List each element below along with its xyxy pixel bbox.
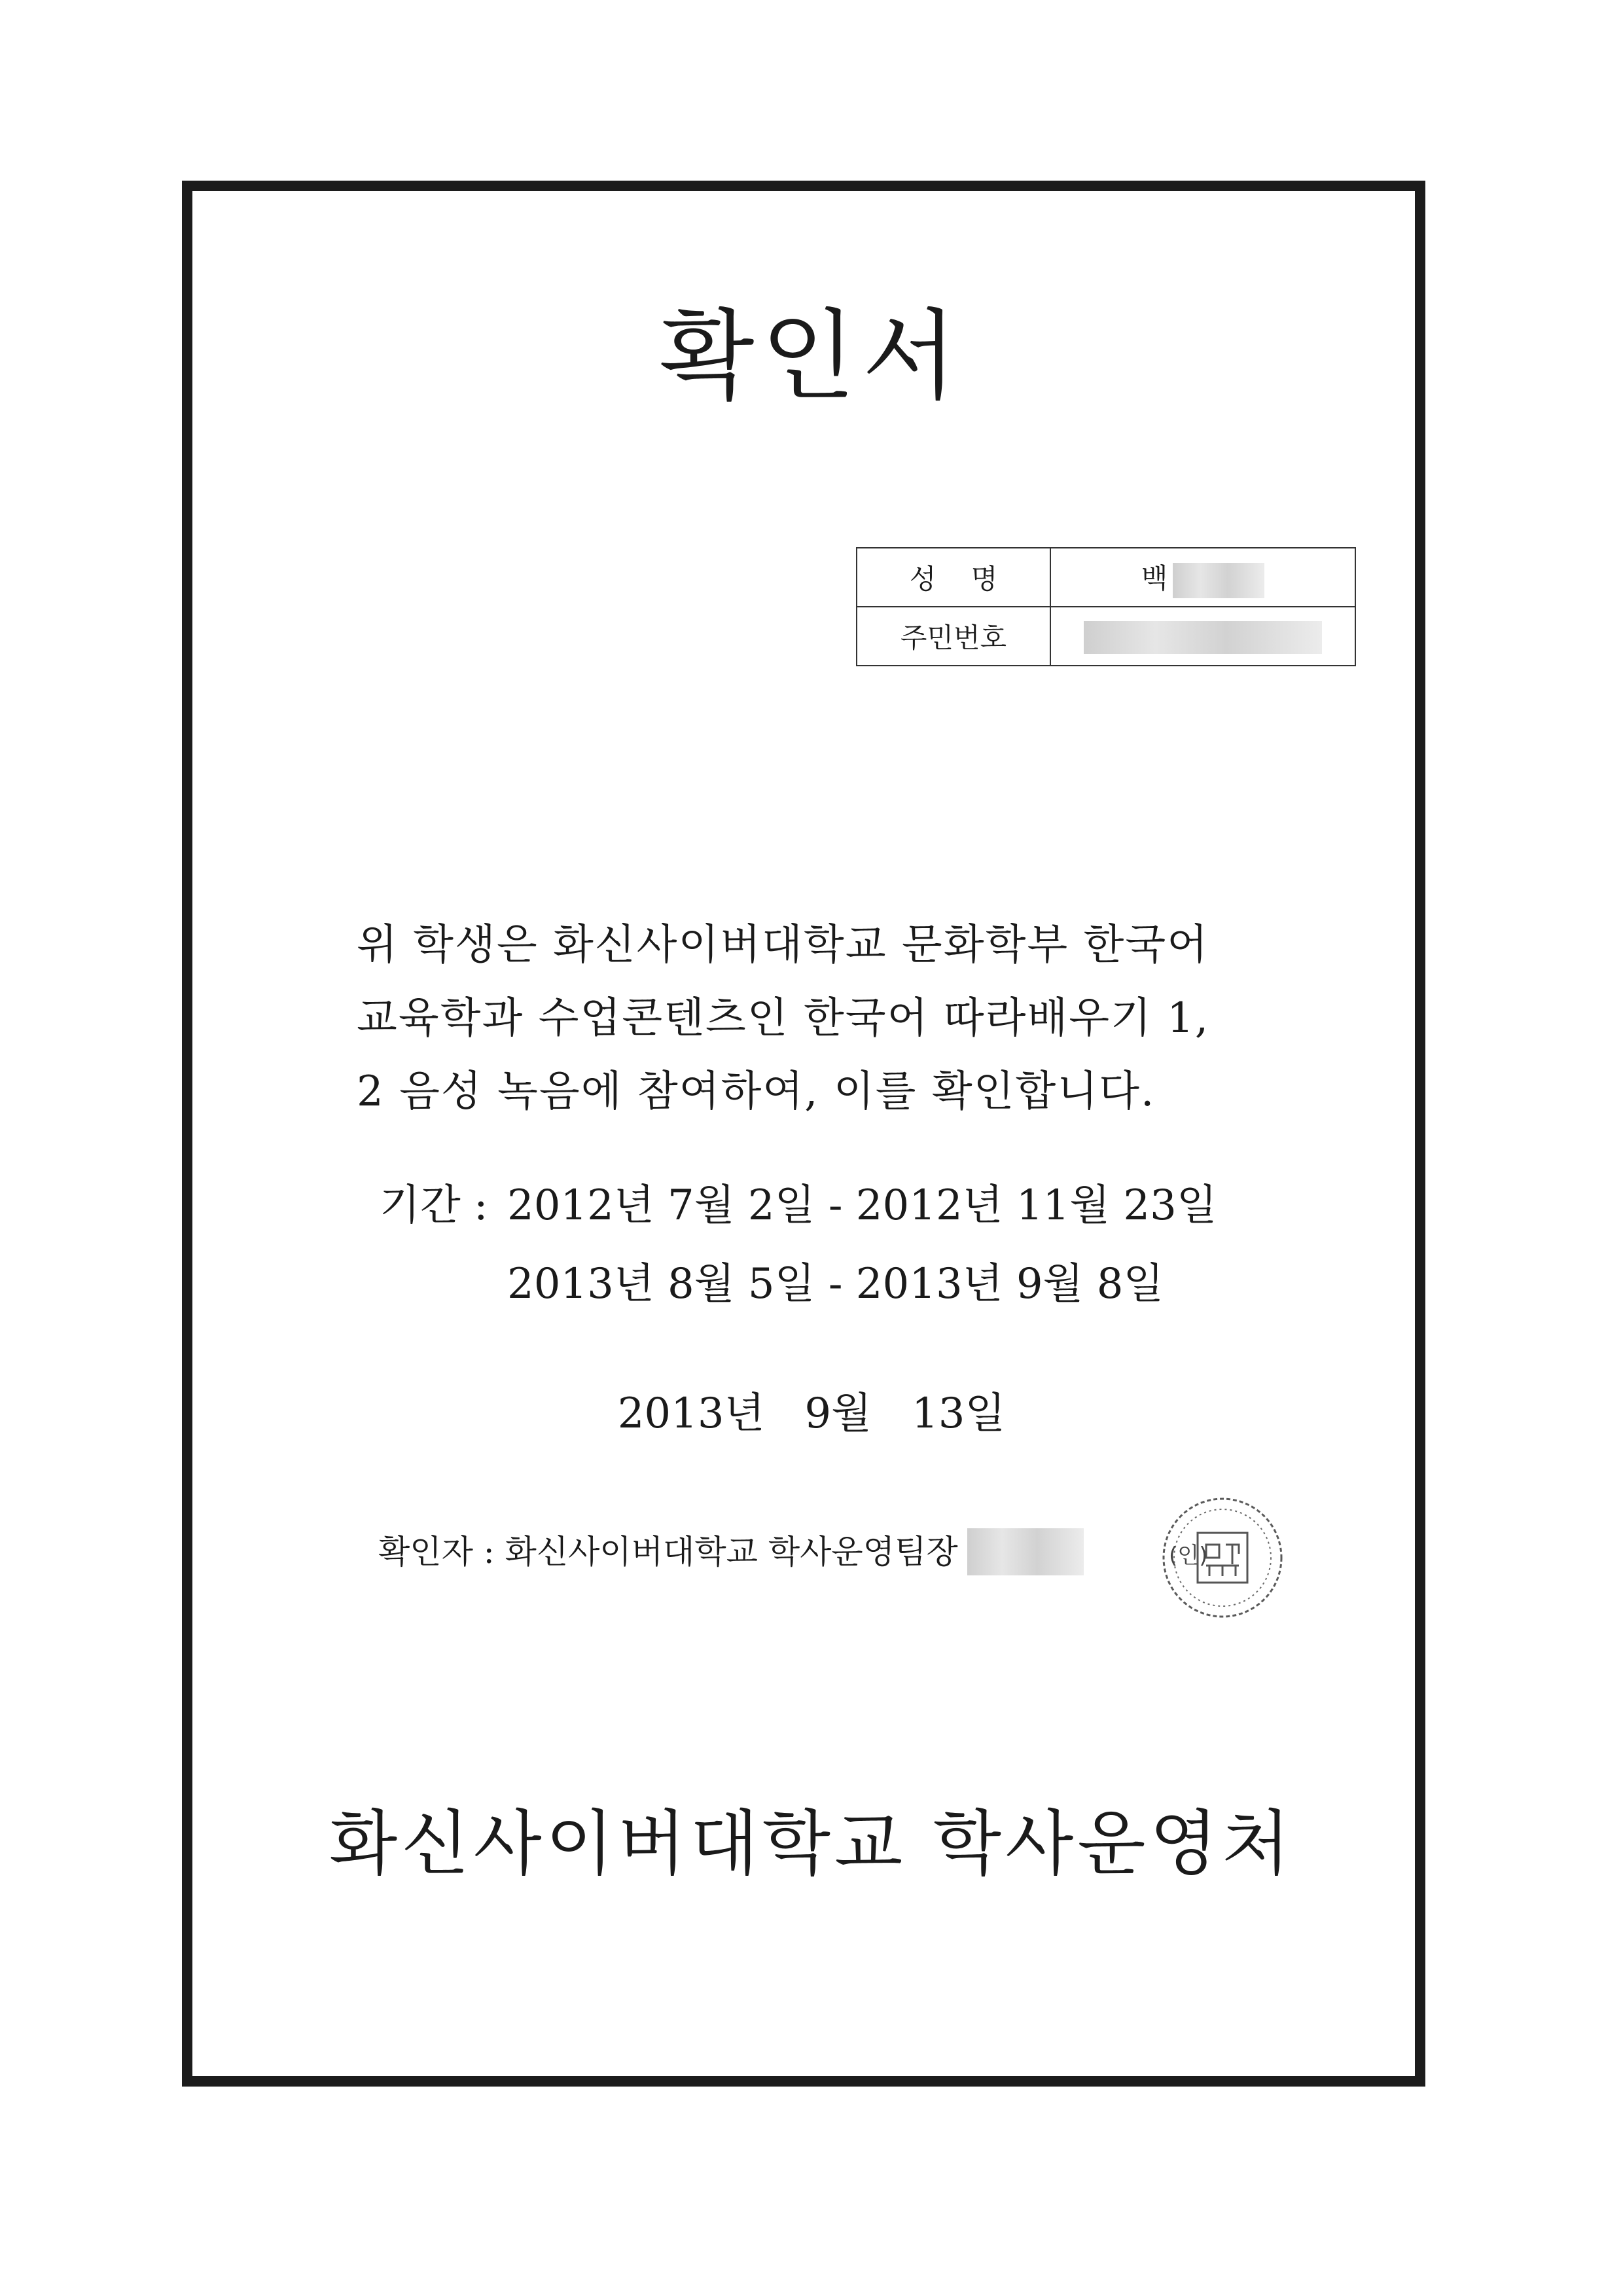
name-label: 성 명 — [857, 548, 1050, 607]
confirmer-text: 확인자 : 화신사이버대학교 학사운영팀장 — [378, 1533, 958, 1571]
redacted-id-number — [1084, 621, 1322, 654]
id-value-cell — [1050, 607, 1355, 666]
id-label: 주민번호 — [857, 607, 1050, 666]
period-row — [380, 1245, 1217, 1323]
period-label-spacer — [380, 1245, 507, 1323]
official-seal-stamp — [1157, 1492, 1288, 1623]
document-title: 확인서 — [659, 300, 964, 414]
body-line: 교육학과 수업콘텐츠인 한국어 따라배우기 1, — [357, 994, 1210, 1043]
period-range-1: 2012년 7월 2일 - 2012년 11월 23일 — [507, 1181, 1217, 1230]
name-value-cell — [1050, 548, 1355, 607]
confirmer-line — [378, 1528, 1084, 1575]
table-row — [857, 607, 1355, 666]
redacted-name — [1173, 563, 1264, 598]
body-line: 2 음성 녹음에 참여하여, 이를 확인합니다. — [357, 1067, 1156, 1116]
seal-mark: (인) — [1169, 1543, 1208, 1569]
redacted-confirmer-name — [967, 1528, 1084, 1575]
issuer-name: 화신사이버대학교 학사운영처 — [329, 1803, 1294, 1885]
period-label: 기간 : — [380, 1181, 488, 1230]
period-section — [380, 1166, 1217, 1323]
body-text — [357, 908, 1312, 1128]
body-line: 위 학생은 화신사이버대학교 문화학부 한국어 — [357, 921, 1209, 969]
info-table — [856, 547, 1356, 666]
name-value: 백 — [1141, 562, 1168, 594]
table-row — [857, 548, 1355, 607]
issue-date: 2013년 9월 13일 — [617, 1390, 1006, 1438]
period-range-2: 2013년 8월 5일 - 2013년 9월 8일 — [507, 1260, 1164, 1308]
period-row — [380, 1166, 1217, 1245]
